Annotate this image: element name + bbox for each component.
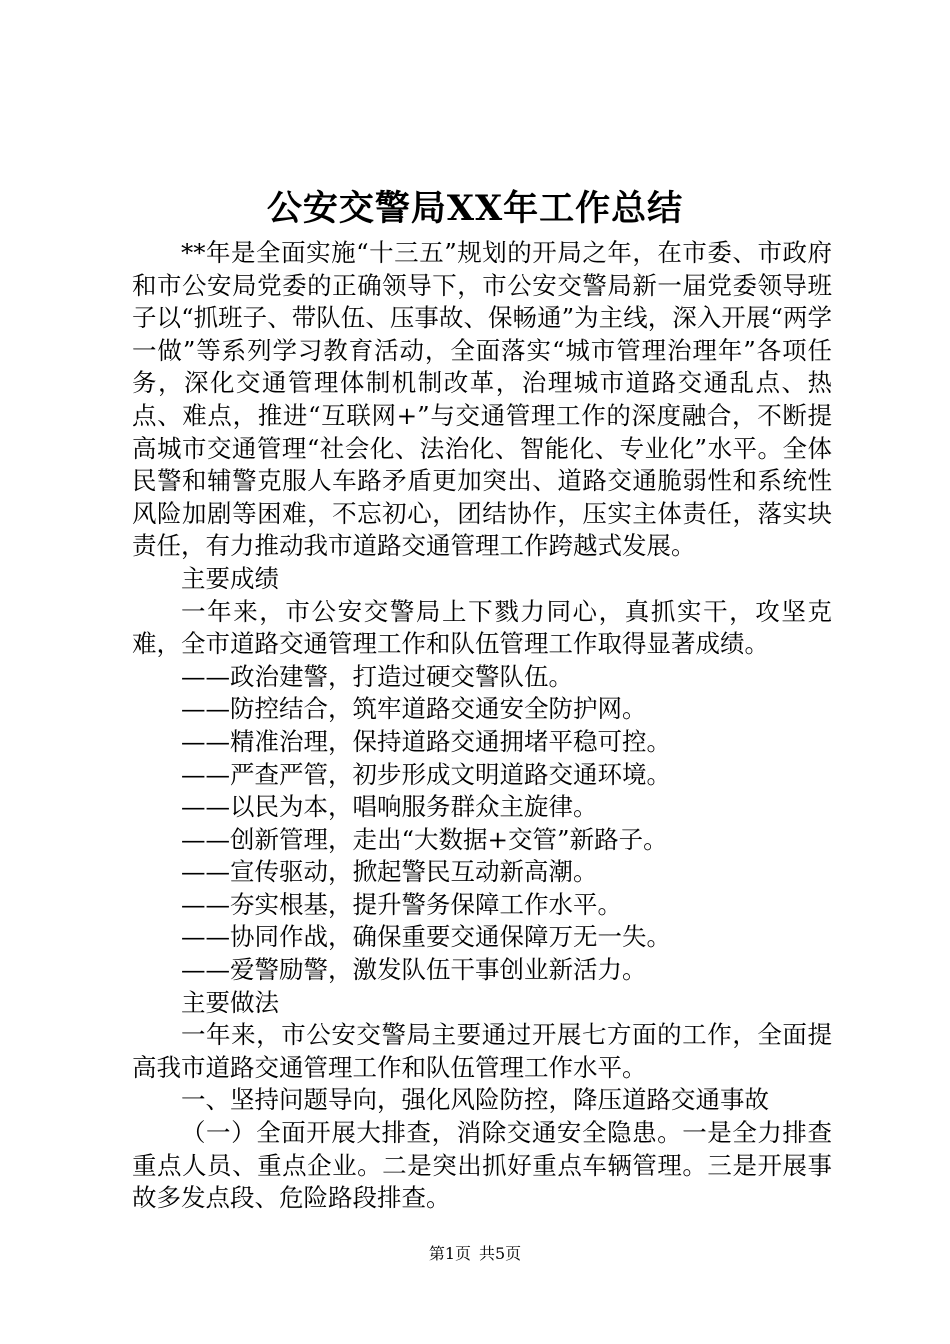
page-footer: [0, 1243, 950, 1265]
achievements-summary-paragraph: 一年来，市公安交警局上下戮力同心，真抓实干，攻坚克难，全市道路交通管理工作和队伍管理工作取得显著成绩。: [132, 596, 832, 659]
section-heading-achievements: 主要成绩: [181, 563, 279, 593]
subsection-paragraph: （一）全面开展大排查，消除交通安全隐患。一是全力排查重点人员、重点企业。二是突出抓好重点车辆管理。三是开展事故多发点段、危险路段排查。: [132, 1118, 832, 1213]
achievement-item: ——夯实根基，提升警务保障工作水平。: [181, 889, 622, 919]
achievement-item: ——防控结合，筑牢道路交通安全防护网。: [181, 694, 647, 724]
methods-summary-paragraph: 一年来，市公安交警局主要通过开展七方面的工作，全面提高我市道路交通管理工作和队伍管理工作水平。: [132, 1020, 832, 1082]
subsection-heading: 一、坚持问题导向，强化风险防控，降压道路交通事故: [181, 1085, 769, 1115]
achievement-item: ——协同作战，确保重要交通保障万无一失。: [181, 922, 671, 952]
document-body: [132, 237, 832, 1215]
page-number: 第1页: [428, 1244, 471, 1263]
page-total: 共5页: [479, 1244, 522, 1263]
intro-paragraph: **年是全面实施“十三五”规划的开局之年，在市委、市政府和市公安局党委的正确领导下，市公安交警局新一届党委领导班子以“抓班子、带队伍、压事故、保畅通”为主线，深入开展“两学一做”等系列学习教育活动，全面落实“城市管理治理年”各项任务，深化交通管理体制机制改革，治理城市道路交通乱点、热点、难点，推进“互联网+”与交通管理工作的深度融合，不断提高城市交通管理“社会化、法治化、智能化、专业化”水平。全体民警和辅警克服人车路矛盾更加突出、道路交通脆弱性和系统性风险加剧等困难，不忘初心，团结协作，压实主体责任，落实块责任，有力推动我市道路交通管理工作跨越式发展。: [132, 238, 832, 561]
achievement-item: ——宣传驱动，掀起警民互动新高潮。: [181, 857, 598, 887]
document-title: 公安交警局XX年工作总结: [266, 188, 684, 229]
achievement-item: ——精准治理，保持道路交通拥堵平稳可控。: [181, 726, 671, 756]
achievement-item: ——创新管理，走出“大数据+交管”新路子。: [181, 824, 668, 854]
achievement-item: ——政治建警，打造过硬交警队伍。: [181, 661, 573, 691]
section-heading-methods: 主要做法: [181, 987, 279, 1017]
achievement-item: ——爱警励警，激发队伍干事创业新活力。: [181, 955, 647, 985]
achievement-item: ——以民为本，唱响服务群众主旋律。: [181, 792, 598, 822]
achievement-item: ——严查严管，初步形成文明道路交通环境。: [181, 759, 671, 789]
